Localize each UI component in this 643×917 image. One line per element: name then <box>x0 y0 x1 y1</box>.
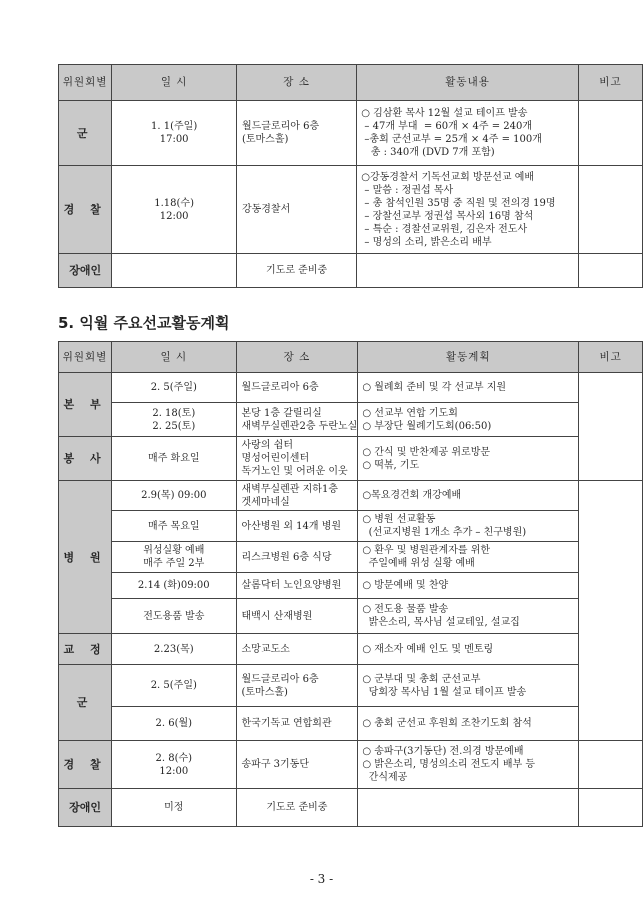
place-cell: 태백시 산재병원 <box>236 599 358 634</box>
place-cell: 송파구 3기동단 <box>236 741 358 789</box>
content-cell: ○ 전도용 물품 발송 밝은소리, 목사님 설교테잎, 설교집 <box>358 599 579 634</box>
header-committee: 위원회별 <box>59 342 112 373</box>
content-cell <box>357 254 579 288</box>
content-cell: ○ 재소자 예배 인도 및 멘토링 <box>358 634 579 665</box>
note-cell <box>579 481 643 741</box>
place-cell: 월드글로리아 6층 (토마스홀) <box>236 665 358 707</box>
content-cell: ○ 월례회 준비 및 각 선교부 지원 <box>358 373 579 403</box>
category-cell: 장애인 <box>59 254 112 288</box>
datetime-cell: 2. 18(토) 2. 25(토) <box>112 403 236 437</box>
table-row <box>59 573 643 599</box>
table-row <box>59 511 643 542</box>
table-row <box>59 166 643 254</box>
place-cell: 아산병원 외 14개 병원 <box>236 511 358 542</box>
note-cell <box>579 741 643 789</box>
place-cell: 새벽무실렌관 지하1층 겟세마네실 <box>236 481 358 511</box>
place-cell: 기도로 준비중 <box>236 254 356 288</box>
table-row <box>59 707 643 741</box>
category-cell: 봉 사 <box>59 437 112 481</box>
content-cell: ○ 군부대 및 총회 군선교부 당회장 목사님 1월 설교 테이프 발송 <box>358 665 579 707</box>
place-cell: 사랑의 쉼터 명성어린이센터 독거노인 및 어려운 이웃 <box>236 437 358 481</box>
datetime-cell: 2. 8(수) 12:00 <box>112 741 236 789</box>
table-row <box>59 634 643 665</box>
table-row <box>59 481 643 511</box>
february-plan-table <box>58 341 643 827</box>
datetime-cell <box>112 254 237 288</box>
note-cell <box>578 101 642 166</box>
datetime-cell: 2. 6(월) <box>112 707 236 741</box>
content-cell: ○ 선교부 연합 기도회 ○ 부장단 월례기도회(06:50) <box>358 403 579 437</box>
header-note: 비고 <box>578 65 642 101</box>
header-committee: 위원회별 <box>59 65 112 101</box>
place-cell: 한국기독교 연합회관 <box>236 707 358 741</box>
content-cell <box>358 789 579 827</box>
table-row <box>59 741 643 789</box>
table-row <box>59 101 643 166</box>
category-cell: 장애인 <box>59 789 112 827</box>
table-row <box>59 599 643 634</box>
table-row <box>59 789 643 827</box>
datetime-cell: 2.23(목) <box>112 634 236 665</box>
datetime-cell: 1.18(수) 12:00 <box>112 166 237 254</box>
datetime-cell: 1. 1(주일) 17:00 <box>112 101 237 166</box>
datetime-cell: 전도용품 발송 <box>112 599 236 634</box>
datetime-cell: 매주 목요일 <box>112 511 236 542</box>
content-cell: ○ 병원 선교활동 (선교지병원 1개소 추가 – 친구병원) <box>358 511 579 542</box>
content-cell: ○ 방문예배 및 찬양 <box>358 573 579 599</box>
place-cell: 월드글로리아 6층 <box>236 373 358 403</box>
category-cell: 군 <box>59 101 112 166</box>
content-cell: ○ 간식 및 반찬제공 위로방문 ○ 떡볶, 기도 <box>358 437 579 481</box>
header-plan: 활동계획 <box>358 342 579 373</box>
place-cell: 월드글로리아 6층 (토마스홀) <box>236 101 356 166</box>
table-row <box>59 254 643 288</box>
category-cell: 군 <box>59 665 112 741</box>
header-place: 장 소 <box>236 342 358 373</box>
header-datetime: 일 시 <box>112 65 237 101</box>
datetime-cell: 2. 5(주일) <box>112 665 236 707</box>
place-cell: 살롬닥터 노인요양병원 <box>236 573 358 599</box>
datetime-cell: 2.9(목) 09:00 <box>112 481 236 511</box>
content-cell: ○ 환우 및 병원관계자를 위한 주일예배 위성 실황 예배 <box>358 542 579 573</box>
place-cell: 소망교도소 <box>236 634 358 665</box>
content-cell: ○ 총회 군선교 후원회 조찬기도회 참석 <box>358 707 579 741</box>
header-place: 장 소 <box>236 65 356 101</box>
table-row <box>59 665 643 707</box>
content-cell: ○ 김삼환 목사 12월 설교 테이프 발송 – 47개 부대 = 60개 × 4주 = 240개 –총회 군선교부 = 25개 × 4주 = 100개 총 : 340개 (DVD 7개 포함) <box>357 101 579 166</box>
january-activity-table <box>58 64 643 288</box>
category-cell: 경 찰 <box>59 166 112 254</box>
note-cell <box>579 373 643 481</box>
note-cell <box>579 789 643 827</box>
content-cell: ○강동경찰서 기독선교회 방문선교 예배 – 말씀 : 정권섭 목사 – 총 참석인원 35명 중 직원 및 전의경 19명 – 장찰선교부 정권섭 목사외 16명 참석 – 특순 : 경찰선교위원, 김은자 전도사 – 명성의 소리, 밝은소리 배부 <box>357 166 579 254</box>
datetime-cell: 위성실황 예배 매주 주일 2부 <box>112 542 236 573</box>
section-title: 5. 익월 주요선교활동계획 <box>58 314 230 332</box>
table-row <box>59 373 643 403</box>
place-cell: 리스크병원 6층 식당 <box>236 542 358 573</box>
table-row <box>59 403 643 437</box>
table-row <box>59 437 643 481</box>
place-cell: 본당 1층 갈릴리실 새벽무실렌관2층 두란노실 <box>236 403 358 437</box>
datetime-cell: 2. 5(주일) <box>112 373 236 403</box>
category-cell: 병 원 <box>59 481 112 634</box>
category-cell: 교 정 <box>59 634 112 665</box>
page-number: - 3 - <box>309 872 334 886</box>
datetime-cell: 2.14 (화)09:00 <box>112 573 236 599</box>
note-cell <box>578 166 642 254</box>
content-cell: ○ 송파구(3기동단) 전.의경 방문예배 ○ 밝은소리, 명성의소리 전도지 배부 등 간식제공 <box>358 741 579 789</box>
content-cell: ○목요경건회 개강예배 <box>358 481 579 511</box>
category-cell: 경 찰 <box>59 741 112 789</box>
datetime-cell: 미정 <box>112 789 236 827</box>
datetime-cell: 매주 화요일 <box>112 437 236 481</box>
table-row <box>59 542 643 573</box>
header-datetime: 일 시 <box>112 342 236 373</box>
header-note: 비고 <box>579 342 643 373</box>
header-content: 활동내용 <box>357 65 579 101</box>
place-cell: 강동경찰서 <box>236 166 356 254</box>
category-cell: 본 부 <box>59 373 112 437</box>
note-cell <box>578 254 642 288</box>
place-cell: 기도로 준비중 <box>236 789 358 827</box>
